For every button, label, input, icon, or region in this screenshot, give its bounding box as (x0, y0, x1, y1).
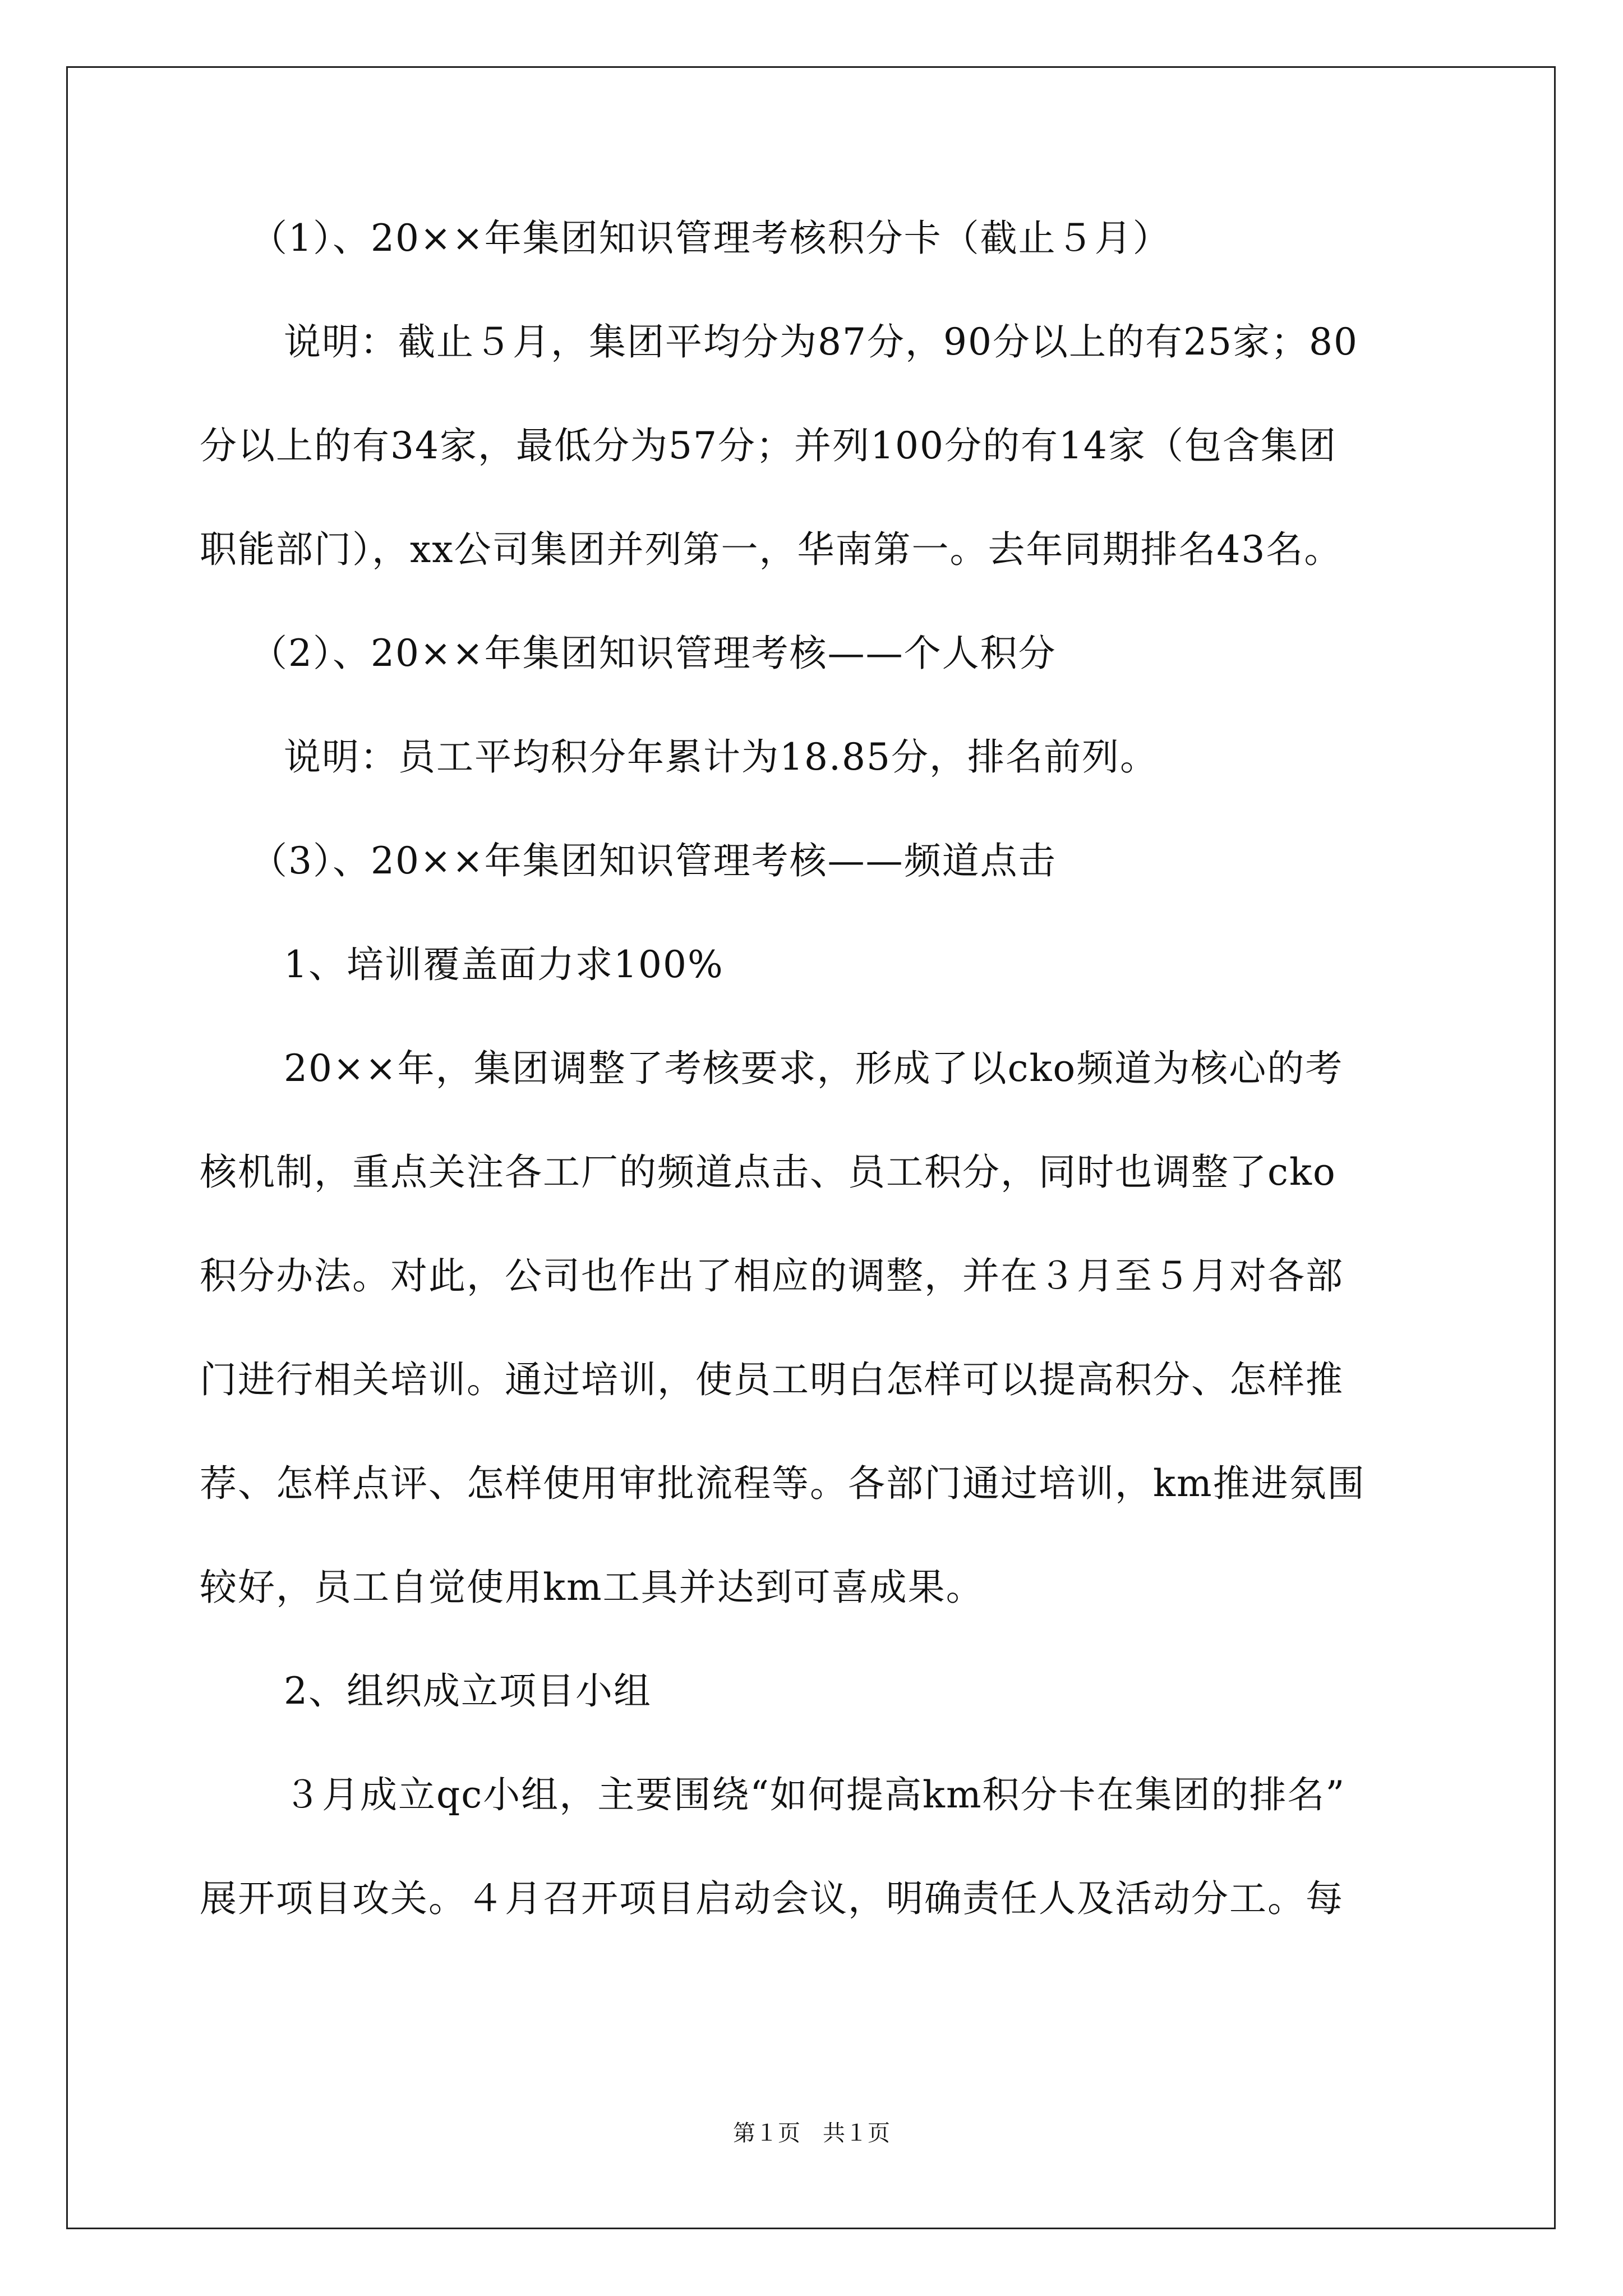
paragraph-line: 核机制，重点关注各工厂的频道点击、员工积分，同时也调整了cko (200, 1151, 1336, 1194)
paragraph-line: 分以上的有34家，最低分为57分；并列100分的有14家（包含集团 (200, 424, 1337, 467)
page-footer: 第１页 共１页 (733, 2120, 890, 2146)
section-heading-1: （1）、20××年集团知识管理考核积分卡（截止５月） (250, 217, 1171, 260)
paragraph-line: 展开项目攻关。４月召开项目启动会议，明确责任人及活动分工。每 (200, 1877, 1344, 1920)
paragraph-line: 说明：员工平均积分年累计为18.85分，排名前列。 (284, 735, 1158, 779)
paragraph-line: 说明：截止５月，集团平均分为87分，90分以上的有25家；80 (284, 320, 1358, 364)
paragraph-line: 20××年，集团调整了考核要求，形成了以cko频道为核心的考 (284, 1047, 1344, 1090)
paragraph-line: ３月成立qc小组，主要围绕“如何提高km积分卡在集团的排名” (284, 1773, 1346, 1816)
subheading-2: 2、组织成立项目小组 (284, 1669, 652, 1713)
section-heading-2: （2）、20××年集团知识管理考核——个人积分 (250, 632, 1057, 675)
section-heading-3: （3）、20××年集团知识管理考核——频道点击 (250, 839, 1057, 882)
paragraph-line: 荐、怎样点评、怎样使用审批流程等。各部门通过培训，km推进氛围 (200, 1462, 1366, 1505)
subheading-1: 1、培训覆盖面力求100% (284, 943, 724, 986)
paragraph-line: 积分办法。对此，公司也作出了相应的调整，并在３月至５月对各部 (200, 1254, 1344, 1297)
paragraph-line: 门进行相关培训。通过培训，使员工明白怎样可以提高积分、怎样推 (200, 1358, 1344, 1401)
paragraph-line: 较好，员工自觉使用km工具并达到可喜成果。 (200, 1566, 984, 1609)
paragraph-line: 职能部门），xx公司集团并列第一，华南第一。去年同期排名43名。 (200, 528, 1343, 571)
